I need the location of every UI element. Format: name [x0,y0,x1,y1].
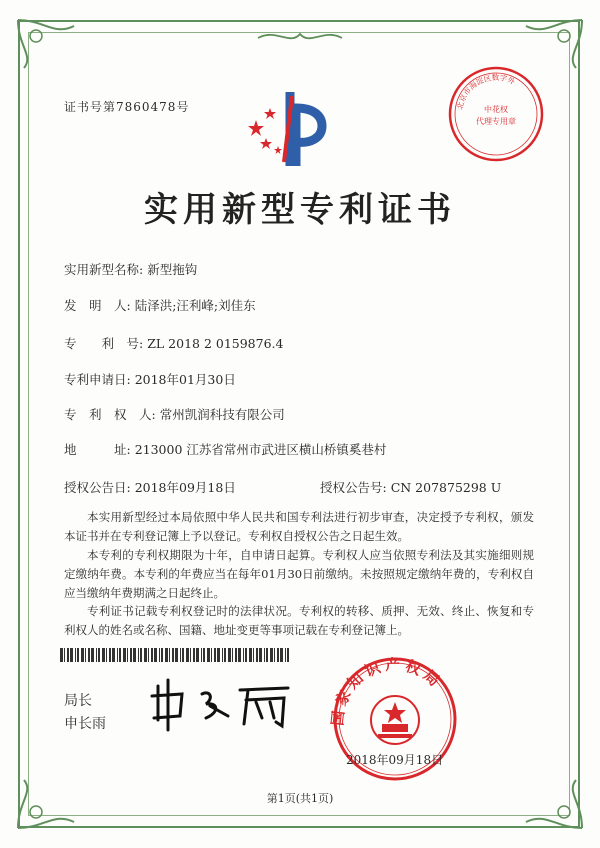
agency-seal-stamp [444,62,548,166]
filing-date-row [64,370,236,388]
patent-office-logo-icon [244,86,334,166]
body-paragraph-1 [64,508,534,546]
certificate-number: 证书号第7860478号 [64,100,190,114]
national-emblem-icon [371,696,419,744]
patent-number-label: 专 利 号: [64,336,144,351]
svg-text:国家知识产权局 [328,656,446,727]
top-center-ornament [256,26,344,48]
announce-date-row [64,478,236,496]
utility-name-row [64,260,197,278]
director-name: 申长雨 [64,716,106,732]
patent-number-value: ZL 2018 2 0159876.4 [147,336,284,351]
director-title: 局长 [64,693,92,709]
patentee-row [64,405,285,423]
certificate-title: 实用新型专利证书 [144,190,456,230]
svg-text:代理专用章: 代理专用章 [476,117,516,126]
announce-date-label: 授权公告日: [64,480,131,495]
address-label: 地 址: [64,442,131,457]
address-row [64,440,386,458]
inventor-value: 陆泽洪;汪利峰;刘佳东 [134,298,256,313]
svg-text:中花权: 中花权 [484,105,508,114]
corner-ornament-top-left [14,16,86,72]
announce-number-row [320,478,501,496]
svg-text:北京市海淀区数字外: 北京市海淀区数字外 [455,72,517,111]
patent-number-row [64,334,283,352]
director-signature [148,676,298,732]
body-paragraph-3 [64,602,534,640]
utility-name-value: 新型拖钩 [147,262,198,277]
announce-number-value: CN 207875298 U [390,480,502,495]
paragraph-text: 本实用新型经过本局依照中华人民共和国专利法进行初步审查，决定授予专利权，颁发本证书并在专利登记簿上予以登记。专利权自授权公告之日起生效。 [64,510,534,543]
patentee-value: 常州凯润科技有限公司 [159,407,285,422]
utility-name-label: 实用新型名称: [64,262,144,277]
paragraph-text: 本专利的专利权期限为十年，自申请日起算。专利权人应当依照专利法及其实施细则规定缴纳年费。本专利的年费应当在每年01月30日前缴纳。未按照规定缴纳年费的，专利权自应当缴纳年费期满之日起终止。 [64,548,534,600]
patentee-label: 专 利 权 人: [64,407,156,422]
announce-number-label: 授权公告号: [320,480,387,495]
paragraph-text: 专利证书记载专利权登记时的法律状况。专利权的转移、质押、无效、终止、恢复和专利权人的姓名或名称、国籍、地址变更等事项记载在专利登记簿上。 [64,604,534,637]
body-paragraph-2 [64,546,534,603]
address-value: 213000 江苏省常州市武进区横山桥镇奚巷村 [134,442,387,457]
inventor-label: 发 明 人: [64,298,131,313]
inventor-row [64,296,256,314]
barcode [60,648,290,662]
seal-text: 国家知识产权局 [328,655,447,727]
filing-date-label: 专利申请日: [64,372,131,387]
announce-date-value: 2018年09月18日 [134,480,236,495]
seal-date: 2018年09月18日 [346,753,444,767]
filing-date-value: 2018年01月30日 [134,372,236,387]
page-number: 第1页(共1页) [266,792,334,805]
